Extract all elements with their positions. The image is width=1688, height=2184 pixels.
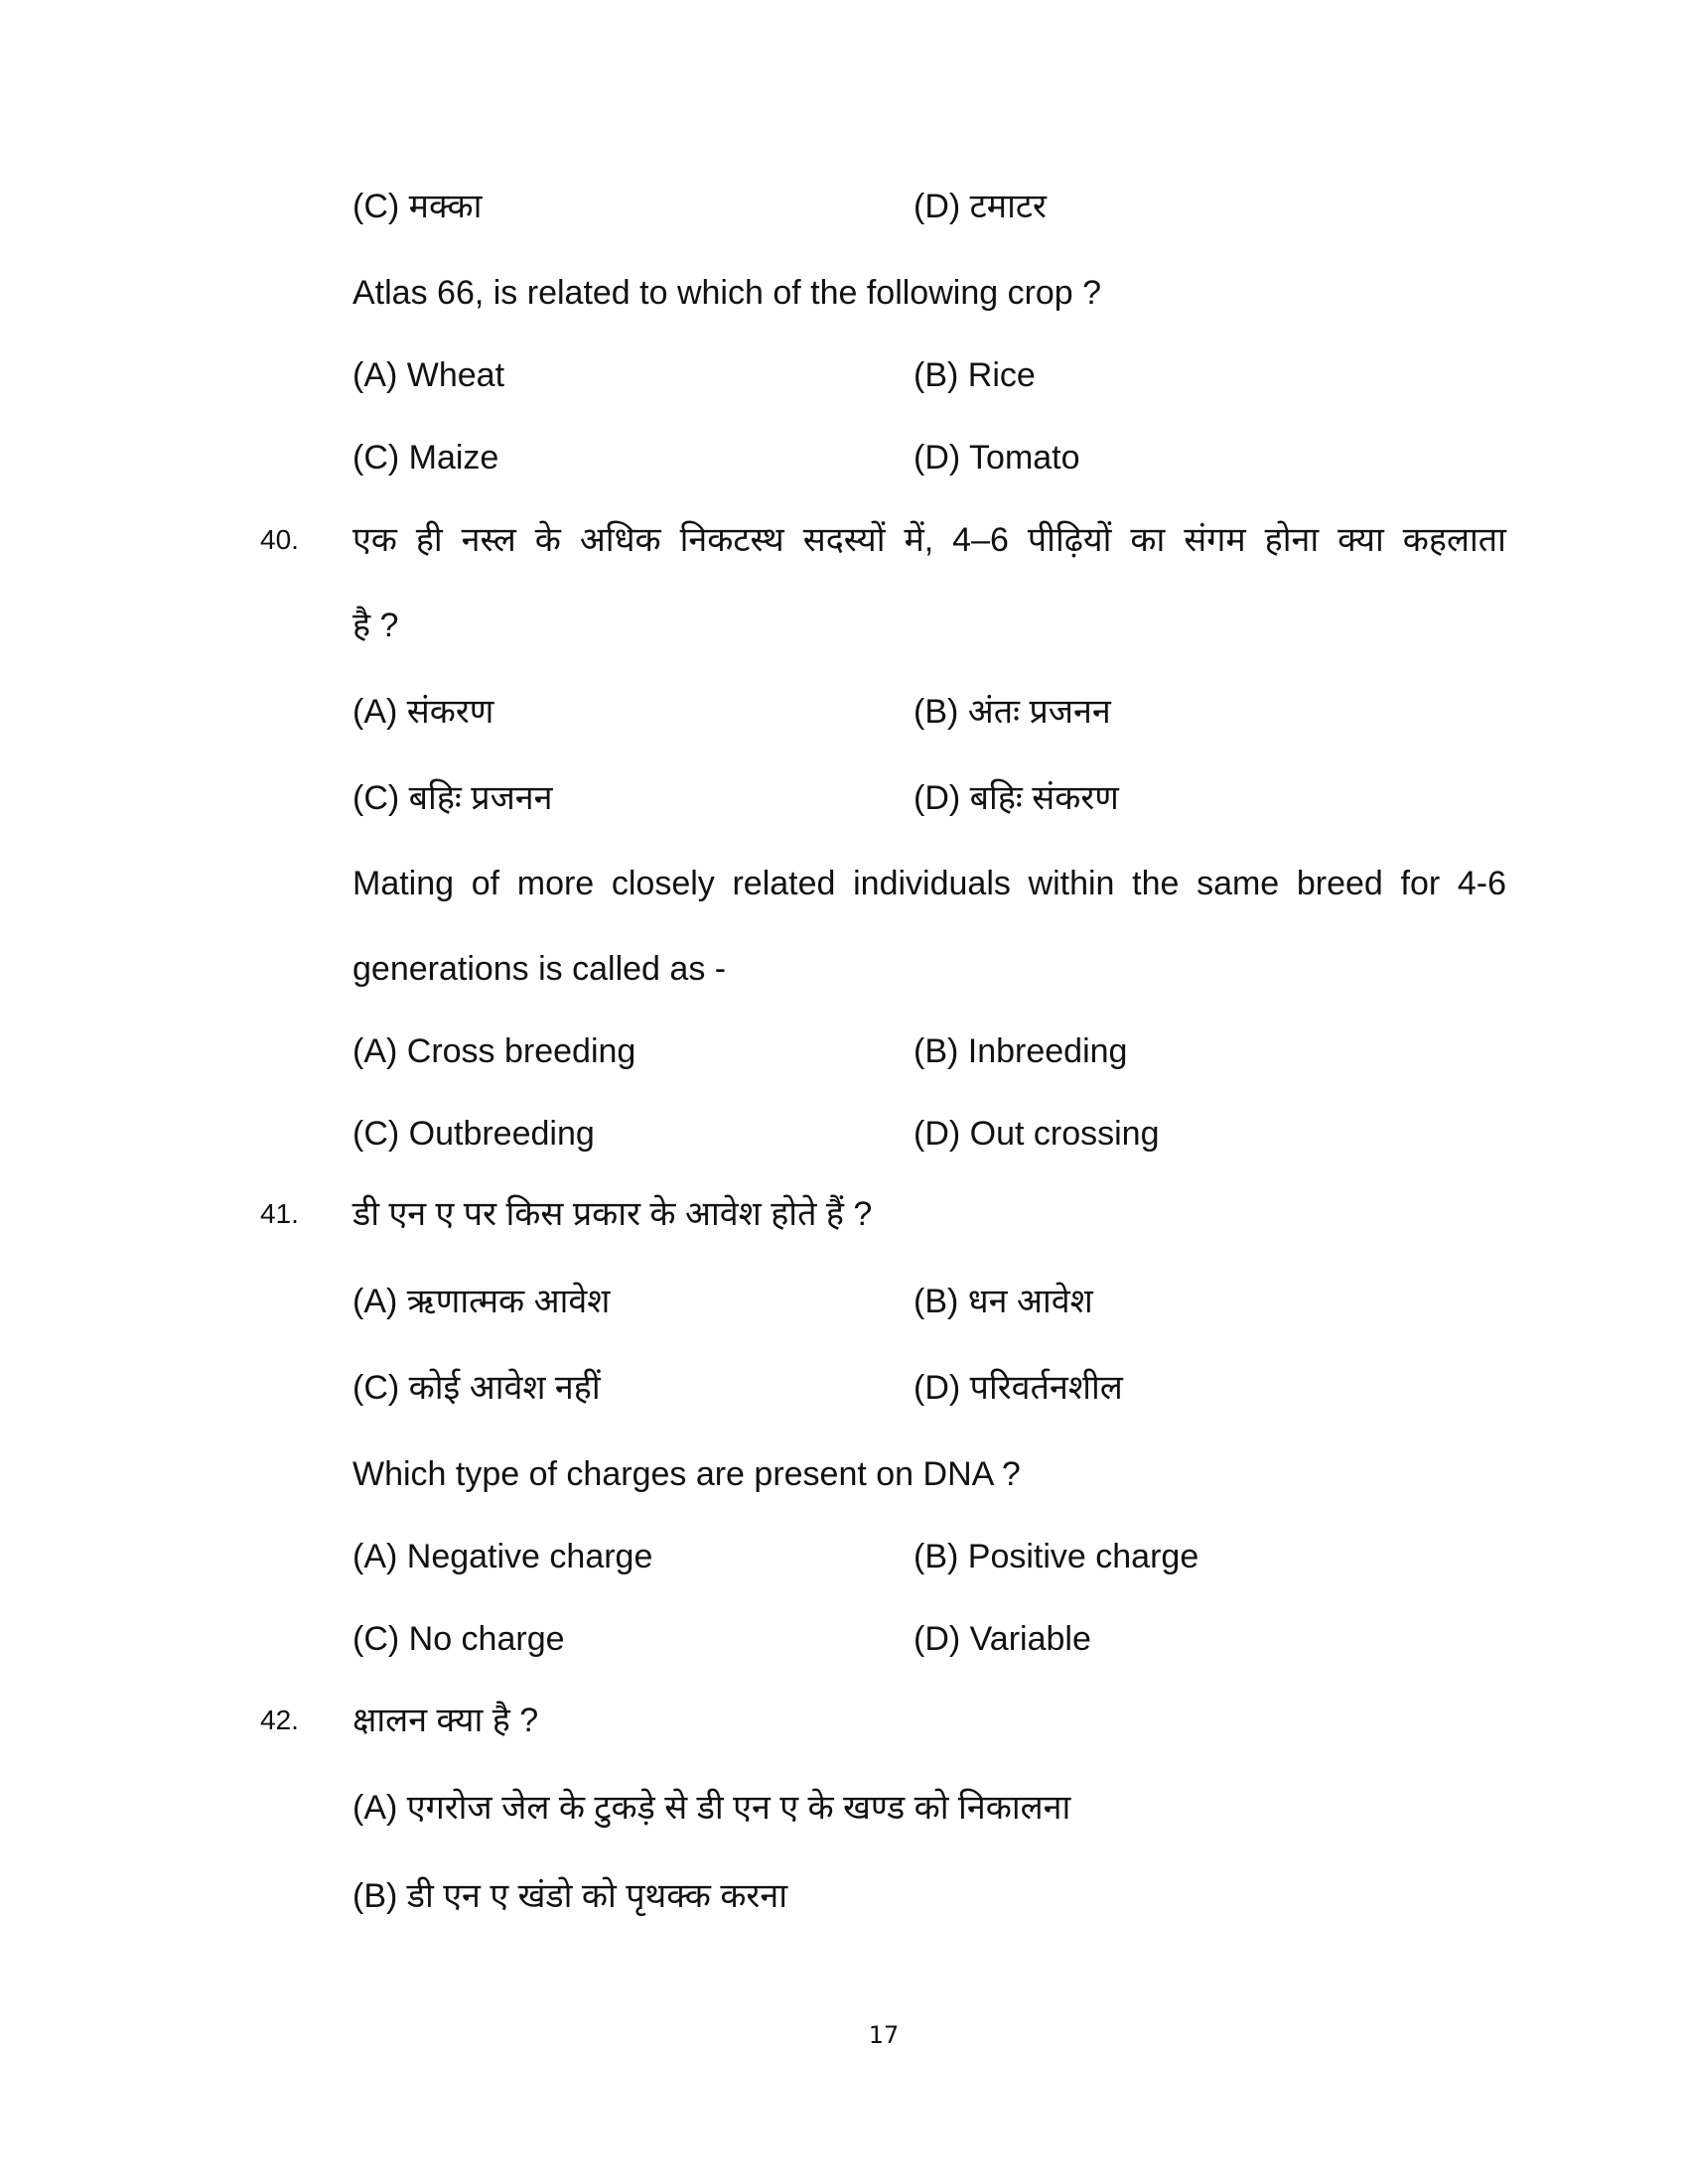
option-a-hindi: (A) एगरोज जेल के टुकड़े से डी एन ए के खण्ड को निकालना	[352, 1789, 1071, 1827]
option-d-hindi: (D) बहिः संकरण	[914, 779, 1119, 817]
option-d-english: (D) Variable	[914, 1620, 1091, 1658]
question-number: 40.	[260, 524, 299, 555]
option-b-english: (B) Rice	[914, 356, 1036, 394]
option-d-hindi: (D) परिवर्तनशील	[914, 1369, 1123, 1407]
option-c-english: (C) Outbreeding	[352, 1115, 595, 1153]
option-b-hindi: (B) धन आवेश	[914, 1283, 1093, 1320]
question-hindi: क्षालन क्या है ?	[352, 1702, 539, 1739]
option-a-english: (A) Cross breeding	[352, 1032, 636, 1070]
question-number: 42.	[260, 1705, 299, 1735]
question-english-line2: generations is called as -	[352, 950, 727, 988]
option-b-hindi: (B) डी एन ए खंडो को पृथक्क करना	[352, 1877, 788, 1915]
question-english-line1: Mating of more closely related individuals within the same breed for 4-6	[352, 865, 1506, 902]
question-hindi-line2: है ?	[352, 607, 399, 644]
question-english: Atlas 66, is related to which of the following crop ?	[352, 274, 1102, 312]
option-c-english: (C) No charge	[352, 1620, 565, 1658]
question-hindi-line1: एक ही नस्ल के अधिक निकटस्थ सदस्यों में, 4–6 पीढ़ियों का संगम होना क्या कहलाता	[352, 521, 1506, 559]
question-hindi: डी एन ए पर किस प्रकार के आवेश होते हैं ?	[352, 1195, 873, 1233]
option-b-english: (B) Inbreeding	[914, 1032, 1128, 1070]
option-a-english: (A) Wheat	[352, 356, 505, 394]
option-c-hindi: (C) बहिः प्रजनन	[352, 779, 553, 817]
option-c-hindi: (C) कोई आवेश नहीं	[352, 1369, 601, 1407]
option-c-hindi: (C) मक्का	[352, 188, 483, 225]
question-number: 41.	[260, 1198, 299, 1229]
option-c-english: (C) Maize	[352, 439, 499, 477]
question-english: Which type of charges are present on DNA ?	[352, 1455, 1021, 1493]
option-d-hindi: (D) टमाटर	[914, 188, 1047, 225]
option-d-english: (D) Tomato	[914, 439, 1080, 477]
option-d-english: (D) Out crossing	[914, 1115, 1160, 1153]
page-number: 17	[868, 2021, 900, 2049]
option-b-hindi: (B) अंतः प्रजनन	[914, 693, 1111, 731]
option-a-hindi: (A) संकरण	[352, 693, 494, 731]
option-b-english: (B) Positive charge	[914, 1538, 1199, 1575]
option-a-english: (A) Negative charge	[352, 1538, 653, 1575]
option-a-hindi: (A) ऋणात्मक आवेश	[352, 1283, 611, 1320]
